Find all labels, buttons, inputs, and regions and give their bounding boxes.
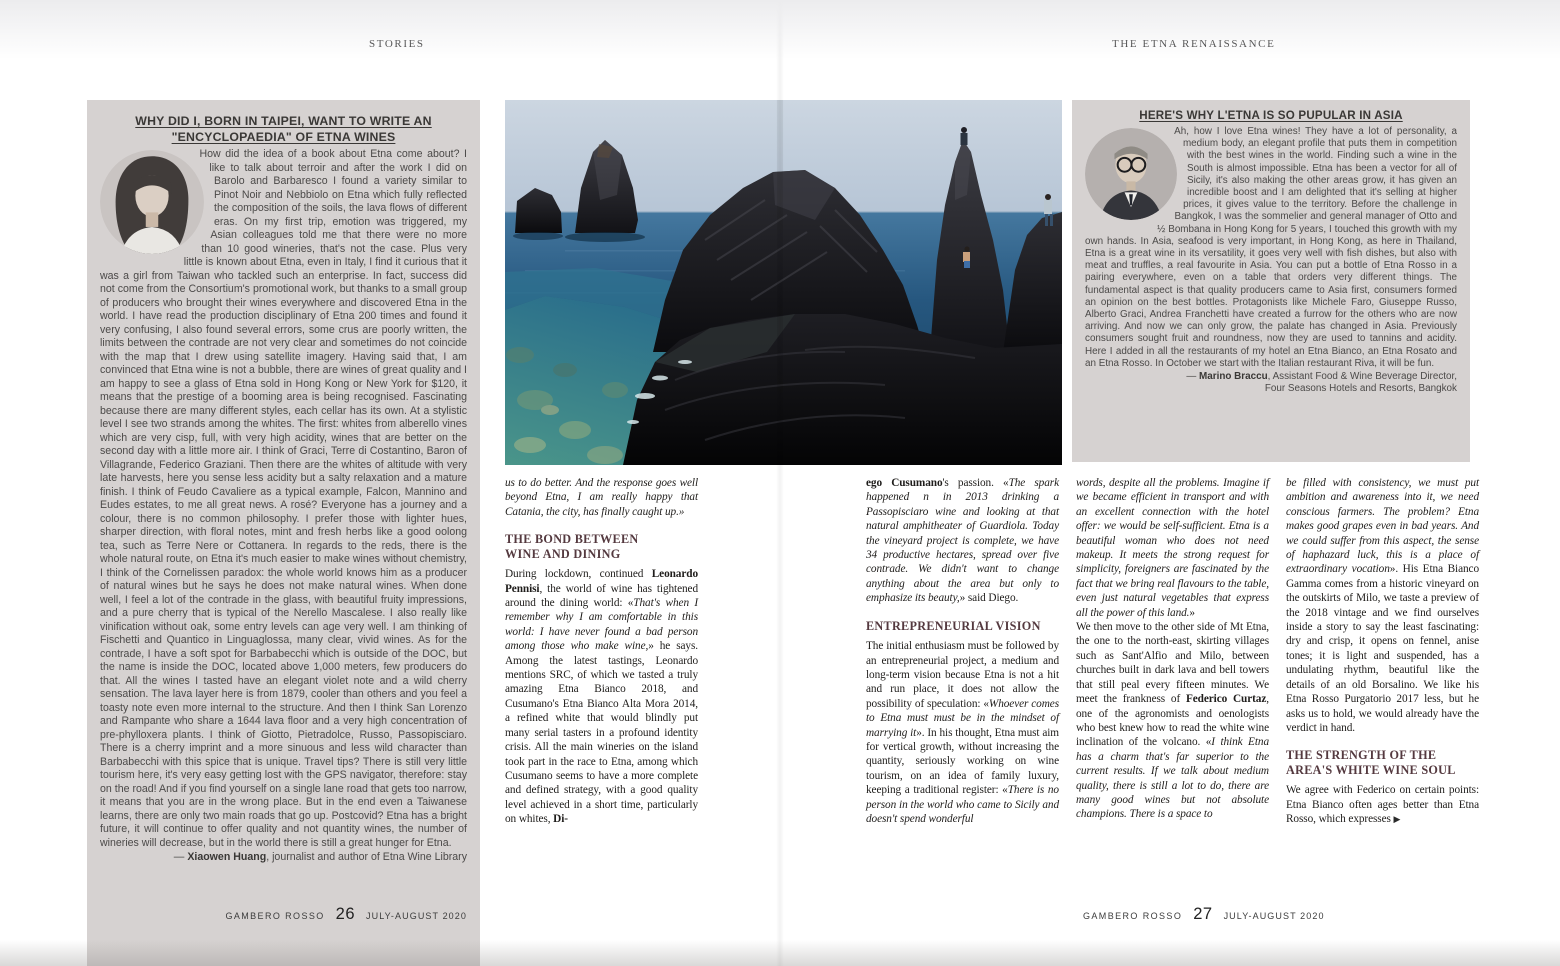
column3-quote-paragraph: words, despite all the problems. Imagine if we became efficient in transport and with an excellent connection with the hotel offer: we would be self-sufficient. Etna is a beautiful woman who does not need makeup. It meets the strong request for simplicity, foreigners are fascinated by the fact that we bring real flavours to the table, even just natural vegetables that express all the power of this land.» (1076, 477, 1269, 619)
running-head-left: STORIES (369, 38, 425, 50)
right-sidebar-signature: — Marino Braccu, Assistant Food & Wine Beverage Director, Four Seasons Hotels and Resorts, Bangkok (1186, 371, 1457, 395)
left-sidebar-panel (87, 100, 480, 966)
column3-body-paragraph: We then move to the other side of Mt Etna, the one to the north-east, skirting villages such as Sant'Alfio and Milo, between churches built in dark lava and bell towers that still peal every fifteen minutes. We meet the frankness of Federico Curtaz, one of the agronomists and oenologists who best knew how to read the white wine inclination of the volcano. «I think Etna has a charm that's far superior to the current results. If we talk about medium quality, there is still a lot to do, there are many good wines but not absolute champions. There is a space to (1076, 621, 1269, 821)
column2-intro-paragraph: ego Cusumano's passion. «The spark happened n in 2013 drinking a Passopisciaro wine and looking at that natural amphitheater of Guardiola. Today the vineyard project is complete, we have 34 productive hectares, spread over five contrade. We didn't want to change anything about the area but only to emphasize its beauty,» said Diego. (866, 477, 1059, 605)
column2-heading: ENTREPRENEURIAL VISION (866, 618, 1041, 633)
magazine-name: GAMBERO ROSSO (225, 911, 325, 921)
page-footer-left (87, 905, 467, 924)
coastline-photo (505, 100, 1062, 465)
left-sidebar-body: How did the idea of a book about Etna come about? I like to talk about terroir and after the work I did on Barolo and Barbaresco I found a variety similar to Pinot Noir and Nebbiolo on Etna which fully reflected the composition of the soils, the lava flows of different eras. On my first trip, emotion was triggered, my Asian colleagues told me that there were no more than 10 good wineries, that's not the case. Plus very little is known about Etna, even in Italy, I find it curious that it was a girl from Taiwan who tackled such an enterprise. In fact, success did not come from the Consortium's promotional work, but thanks to a small group of producers who brought their wines everywhere and discovered Etna in the world. I have read the production disciplinary of Etna 200 times and found it very confusing, I also found several errors, some crus are poorly written, the limits between the contrade are not very clear and sometimes do not coincide with the map that I drew using satellite imagery. Having said that, I am convinced that Etna wine is not a bubble, there are wines of great quality and I am happy to see a glass of Etna sold in Hong Kong or New York for $120, it means that the prestige of a booming area is being recognised. Fascinating because there are many different styles, each cellar has its own. At a stylistic level I see two strands among the whites. The first: whites from alberello vines which are very cisp, full, with very high acidity, wines that are better on the second day with a little more air. I think of Graci, Terre di Costantino, Baron of Villagrande, Federico Graziani. Then there are the whites of altitude with very late harvests, here you sense less acidity but a salty relaxation and a mature finish. I think of Feudo Cavaliere as a typical example, Falcon, Mannino and Eudes estates, to me all great news. A rosé? Everyone has a journey and a colour, there is no common philosophy. I prefer those with lighter hues, sharper direction, with floral notes, mint and fresh herbs like a good oolong tea, such as Terre Nere or Cottanera. In regards to the reds, there is the whole natural route, on Etna it's much easier to make wines without chemistry, I think of the Cornelissen paradox: the whole world knows him as a producer of natural wines but he says he does not make natural wines. When done well, I feel a lot of the contrade in the glass, with beautiful fruity impressions, and a pure cherry that is typical of the Nerello Mascalese. I also really like vinification without oak, some entry levels can age very well. I am thinking of Fischetti and Quantico in Linguaglossa, many clear, vivid wines. As for the contrade, I have a soft spot for Barbabecchi which is outside of the DOC, but the name is inside the DOC, located above 1,000 meters, few producers do that. All the wines I tasted have an elegant violet note and a wild cherry sensation. The lava layer here is from 1879, cooler than others and you feel a toasty note even more internal to the structure. And then I think San Lorenzo and Rampante who share a 1644 lava floor and a very high concentration of pre-phylloxera plants. I think of Giotto, Pietradolce, Russo, Passopisciaro. There is a cherry imprint and a more sinuous and less wild character than Barbabecchi with this spice that is unique. Travel tips? There is still very little tourism here, it's very easy getting lost with the GPS navigator, therefore: stay on the road! And if you find yourself on a single lane road that gets too narrow, it means that you are in the wrong place. But in the end even a Taiwanese learns, there are only two main roads that go up. Postcovid? Etna has a bright future, it will continue to offer quality and not quantity wines, the number of wineries will decrease, but in the world there is still a great hunger for Etna. (100, 148, 467, 849)
left-sidebar-title: WHY DID I, BORN IN TAIPEI, WANT TO WRITE AN "ENCYCLOPAEDIA" OF ETNA WINES (135, 114, 432, 144)
magazine-name: GAMBERO ROSSO (1083, 911, 1183, 921)
right-sidebar-panel (1072, 100, 1470, 462)
author-portrait-xiaowen-huang (100, 150, 204, 254)
author-portrait-marino-braccu (1085, 128, 1177, 220)
column1-body-paragraph: During lockdown, continued Leonardo Pennisi, the world of wine has tightened around the dining world: «That's when I remember why I am comfortable in this world: I have never found a bad person among those who make wine,» he says. Among the latest tastings, Leonardo mentions SRC, of which we tasted a truly amazing Etna Bianco 2018, and Cusumano's Etna Bianco Alta Mora 2014, a refined white that would blindly put many serial tasters in a profound identity crisis. All the main wineries on the island took part in the race to Etna, among which Cusumano seems to have a more complete and defined strategy, with a good quality level achieved in a short time, particularly on whites, Di- (505, 568, 698, 826)
article-column-2 (866, 476, 1059, 826)
issue-date: JULY-AUGUST 2020 (366, 911, 467, 921)
page-number: 26 (335, 905, 356, 923)
column4-body-paragraph: We agree with Federico on certain points: Etna Bianco often ages better than Etna Rosso, which expresses ▶ (1286, 784, 1479, 826)
article-column-3 (1076, 476, 1269, 822)
continuation-arrow-icon: ▶ (1393, 814, 1401, 825)
page-footer-right (1083, 905, 1325, 924)
right-sidebar-body: Ah, how I love Etna wines! They have a lot of personality, a medium body, an elegant profile that puts them in competition with the best wines in the world. Finding such a wine in the South is almost impossible. Etna has been a vector for all of Sicily, it's also making the other areas grow, it has given an incredible boost and I am delighted that it's selling at higher prices, it gives value to the territory. Before the challenge in Bangkok, I was the sommelier and general manager of Otto and ½ Bombana in Hong Kong for 5 years, I touched this growth with my own hands. In Asia, seafood is very important, in Hong Kong, as here in Thailand, Etna is a great wine in its versatility, it goes very well with fish dishes, but also with meat and truffles, a real favourite in Asia. You can put a bottle of Etna Rosso in a pairing everywhere, even on a table that orders very different things. The fundamental aspect is that quality producers came to Asia first, consumers formed an opinion on the best bottles. Protagonists like Michele Faro, Giuseppe Russo, Alberto Graci, Andrea Franchetti have created a furrow for the others who are now arriving. And now we can only grow, the palate has changed in Asia. Previously consumers sought fruit and roundness, now they are used to tannins and acidity. Here I added in all the restaurants of my hotel an Etna Bianco, an Etna Rosato and an Etna Rosso. In October we start with the Italian restaurant Riva, it will be fun. (1085, 126, 1457, 369)
woman-portrait-illustration (100, 150, 204, 254)
left-sidebar-signature: — Xiaowen Huang, journalist and author of Etna Wine Library (173, 851, 467, 863)
man-portrait-illustration (1085, 128, 1177, 220)
issue-date: JULY-AUGUST 2020 (1223, 911, 1325, 921)
right-sidebar-title: HERE'S WHY L'ETNA IS SO PUPULAR IN ASIA (1139, 109, 1403, 122)
article-column-1 (505, 476, 698, 827)
column1-heading: THE BOND BETWEEN WINE AND DINING (505, 532, 639, 561)
article-column-4 (1286, 476, 1479, 827)
page-number: 27 (1193, 905, 1213, 923)
running-head-right: THE ETNA RENAISSANCE (1112, 38, 1276, 50)
column2-body-paragraph: The initial enthusiasm must be followed by an entrepreneurial project, a medium and long-term vision because Etna is not a hit and run place, it does not allow the possibility of speculation: «Whoever comes to Etna must must be in the mindset of marrying it». In his thought, Etna must aim for vertical growth, without increasing the quantity, seriously working on wine tourism, on an idea of family luxury, keeping a traditional register: «There is no person in the world who came to Sicily and doesn't spend wonderful (866, 640, 1059, 826)
sea-rocks-illustration (505, 100, 1062, 465)
column4-heading: THE STRENGTH OF THE AREA'S WHITE WINE SOUL (1286, 748, 1456, 777)
column4-intro-paragraph: be filled with consistency, we must put ambition and awareness into it, we need conscious farmers. The problem? Etna makes good grapes even in bad years. And we could suffer from this aspect, the sense of haphazard luck, this is a place of extraordinary vocation». His Etna Bianco Gamma comes from a historic vineyard on the outskirts of Milo, we taste a preview of the 2018 vintage and we find ourselves inside a story to say the least fascinating: dry and crisp, it opens on fennel, anise tones; it is light and suspended, has a undulating rhythm, beautiful like the details of an old Borsalino. We like his Etna Rosso Purgatorio 2017 less, but he asks us to hold, we would already have the verdict in hand. (1286, 477, 1480, 734)
column1-intro-paragraph: us to do better. And the response goes well beyond Etna, I am really happy that Catania, the city, has finally caught up.» (505, 477, 698, 518)
